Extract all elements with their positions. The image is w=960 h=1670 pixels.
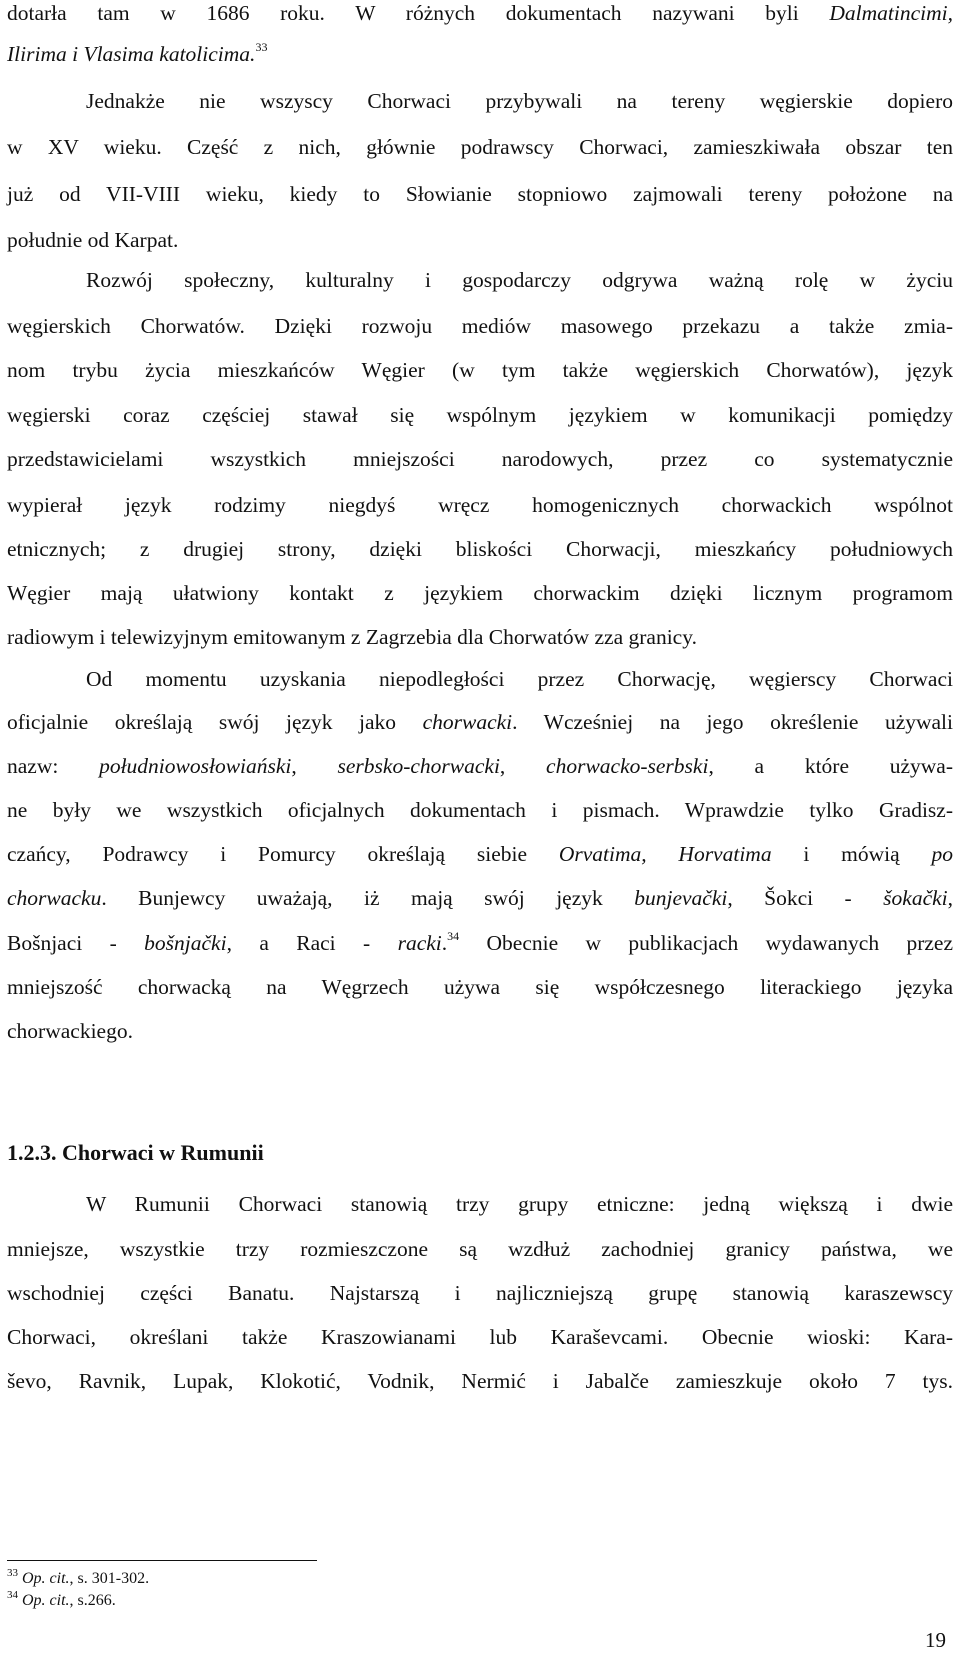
text-line: ševo, Ravnik, Lupak, Klokotić, Vodnik, Nermić i Jabalče zamieszkuje około 7 tys. [7,1369,953,1393]
text-line: wypierał język rodzimy niegdyś wręcz homogenicznych chorwackich wspólnot [7,493,953,517]
text-line: mniejszość chorwacką na Węgrzech używa się współczesnego literackiego języka [7,975,953,999]
text-line: oficjalnie określają swój język jako chorwacki. Wcześniej na jego określenie używali [7,710,953,734]
page-number: 19 [925,1628,946,1652]
text-line: dotarła tam w 1686 roku. W różnych dokumentach nazywani byli Dalmatincimi, [7,1,953,25]
text-line: węgierskich Chorwatów. Dzięki rozwoju mediów masowego przekazu a także zmia- [7,314,953,338]
text-line: Węgier mają ułatwiony kontakt z językiem chorwackim dzięki licznym programom [7,581,953,605]
footnote-34: $^{34}$ Op. cit., s.266. [7,1588,116,1609]
footnote-ref-33: 33 [255,39,268,54]
text-line: już od VII-VIII wieku, kiedy to Słowianie stopniowo zajmowali tereny położone na [7,182,953,206]
text-line: wschodniej części Banatu. Najstarszą i najliczniejszą grupę stanowią karaszewscy [7,1281,953,1305]
text-line: mniejsze, wszystkie trzy rozmieszczone są wzdłuż zachodniej granicy państwa, we [7,1237,953,1261]
text-line: węgierski coraz częściej stawał się wspólnym językiem w komunikacji pomiędzy [7,403,953,427]
paragraph-first-line: Jednakże nie wszyscy Chorwaci przybywali na tereny węgierskie dopiero [86,89,953,113]
text-line: czańcy, Podrawcy i Pomurcy określają siebie Orvatima, Horvatima i mówią po [7,842,953,866]
text-line: chorwacku. Bunjewcy uważają, iż mają swój język bunjevački, Šokci - šokački, [7,886,953,910]
text-line: Ilirima i Vlasima katolicima.$^{33}$ [7,39,268,66]
paragraph-first-line: Rozwój społeczny, kulturalny i gospodarczy odgrywa ważną rolę w życiu [86,268,953,292]
footnote-separator [7,1560,317,1561]
text-line: przedstawicielami wszystkich mniejszości narodowych, przez co systematycznie [7,447,953,471]
section-heading: 1.2.3. Chorwaci w Rumunii [7,1140,264,1165]
footnote-33: $^{33}$ Op. cit., s. 301-302. [7,1566,150,1587]
text-line: Bošnjaci - bošnjački, a Raci - racki.$^{34}$ Obecnie w publikacjach wydawanych przez [7,928,954,955]
paragraph-first-line: Od momentu uzyskania niepodległości przez Chorwację, węgierscy Chorwaci [86,667,953,691]
text-line: chorwackiego. [7,1019,133,1043]
text-line: Chorwaci, określani także Kraszowianami lub Karaševcami. Obecnie wioski: Kara- [7,1325,953,1349]
footnote-ref-34: 34 [447,928,460,943]
paragraph-first-line: W Rumunii Chorwaci stanowią trzy grupy etniczne: jedną większą i dwie [86,1192,953,1216]
text-line: ne były we wszystkich oficjalnych dokumentach i pismach. Wprawdzie tylko Gradisz- [7,798,953,822]
text-line: południe od Karpat. [7,228,179,252]
text-line: radiowym i telewizyjnym emitowanym z Zagrzebia dla Chorwatów zza granicy. [7,625,697,649]
text-line: etnicznych; z drugiej strony, dzięki bliskości Chorwacji, mieszkańcy południowych [7,537,953,561]
text-line: w XV wieku. Część z nich, głównie podrawscy Chorwaci, zamieszkiwała obszar ten [7,135,953,159]
text-line: nom trybu życia mieszkańców Węgier (w tym także węgierskich Chorwatów), język [7,358,953,382]
text-line: nazw: południowosłowiański, serbsko-chorwacki, chorwacko-serbski, a które używa- [7,754,953,778]
